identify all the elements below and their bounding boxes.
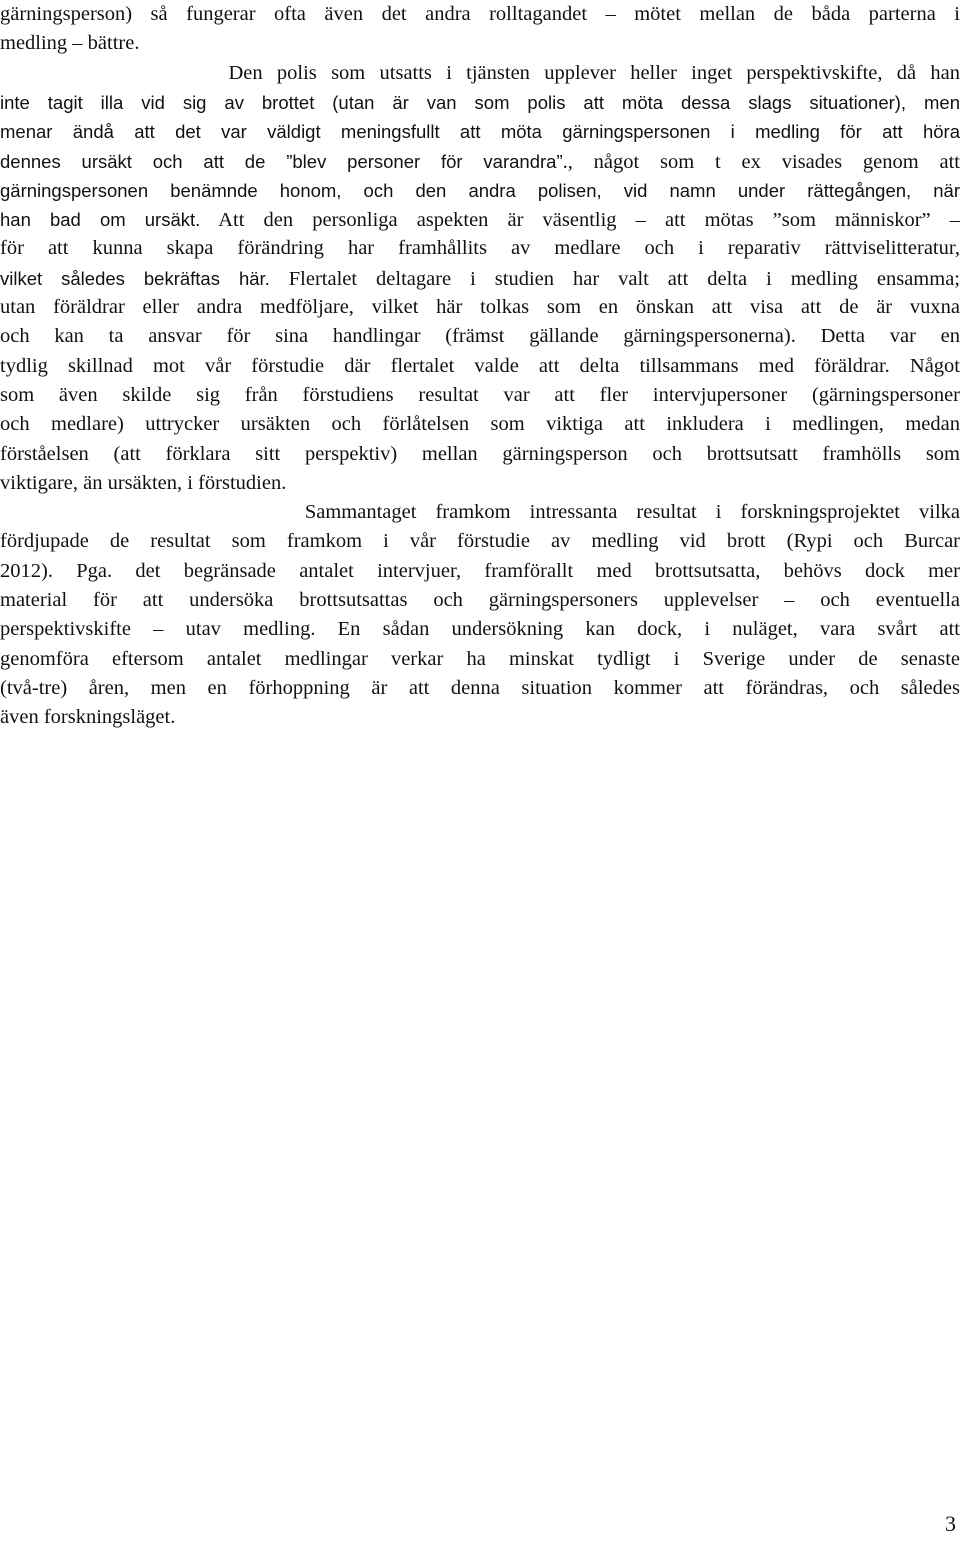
text-line <box>0 469 960 498</box>
text-line <box>0 0 960 29</box>
text-run: genomföra eftersom antalet medlingar verkar ha minskat tydligt i Sverige under de senaste <box>0 647 960 670</box>
text-run: viktigare, än ursäkten, i förstudien. <box>0 471 287 494</box>
text-line <box>0 674 960 703</box>
text-run: material för att undersöka brottsutsattas och gärningspersoners upplevelser – och eventuella <box>0 589 960 611</box>
text-run: inte tagit illa vid sig av brottet (utan är van som polis att möta dessa slags situationer), men <box>0 91 960 113</box>
text-run: fördjupade de resultat som framkom i vår förstudie av medling vid brott (Rypi och Burcar <box>0 530 960 553</box>
text-line <box>0 205 960 234</box>
text-run: gärningspersonen benämnde honom, och den andra polisen, vid namn under rättegången, när <box>0 179 960 201</box>
text-run: tydlig skillnad mot vår förstudie där flertalet valde att delta tillsammans med föräldrar. Något <box>0 354 960 377</box>
text-line <box>0 440 960 469</box>
text-line <box>0 88 960 117</box>
text-line <box>0 234 960 263</box>
text-line <box>0 410 960 439</box>
text-line <box>0 703 960 732</box>
text-run: Att den personliga aspekten är väsentlig – att mötas ”som människor” – <box>200 209 960 232</box>
text-run: även forskningsläget. <box>0 706 176 729</box>
text-run: perspektivskifte – utav medling. En sådan undersökning kan dock, i nuläget, vara svårt att <box>0 618 960 641</box>
text-run: menar ändå att det var väldigt meningsfullt att möta gärningspersonen i medling för att höra <box>0 121 960 143</box>
text-run: för att kunna skapa förändring har framhållits av medlare och i reparativ rättviselitteratur, <box>0 237 960 260</box>
page-number: 3 <box>945 1511 956 1536</box>
text-line <box>0 59 960 88</box>
text-run: 2012). Pga. det begränsade antalet intervjuer, framförallt med brottsutsatta, behövs dock mer <box>0 559 960 582</box>
text-line <box>0 322 960 351</box>
text-run: han bad om ursäkt. <box>0 209 201 231</box>
text-run: utan föräldrar eller andra medföljare, vilket här tolkas som en önskan att visa att de är vuxna <box>0 296 960 318</box>
text-line <box>0 147 960 176</box>
text-line <box>0 615 960 644</box>
text-run: och kan ta ansvar för sina handlingar (främst gällande gärningspersonerna). Detta var en <box>0 325 960 348</box>
text-line <box>0 498 960 527</box>
text-run: som även skilde sig från förstudiens resultat var att fler intervjupersoner (gärningspersoner <box>0 383 960 406</box>
text-run: medling – bättre. <box>0 32 140 55</box>
text-line <box>0 645 960 674</box>
text-run: (två-tre) åren, men en förhoppning är att denna situation kommer att förändras, och således <box>0 676 960 699</box>
text-run: gärningsperson) så fungerar ofta även det andra rolltagandet – mötet mellan de båda parterna i <box>0 3 960 25</box>
text-line <box>0 352 960 381</box>
text-run: förståelsen (att förklara sitt perspektiv) mellan gärningsperson och brottsutsatt framhölls som <box>0 442 960 465</box>
text-line <box>0 29 960 58</box>
text-run: och medlare) uttrycker ursäkten och förlåtelsen som viktiga att inkludera i medlingen, medan <box>0 413 960 436</box>
text-line <box>0 527 960 556</box>
text-run: Den polis som utsatts i tjänsten upplever heller inget perspektivskifte, då han <box>0 61 960 84</box>
text-line <box>0 264 960 293</box>
text-line <box>0 117 960 146</box>
text-run: Sammantaget framkom intressanta resultat i forskningsprojektet vilka <box>0 501 960 524</box>
text-run: vilket således bekräftas här. <box>0 267 270 289</box>
text-line <box>0 381 960 410</box>
text-line <box>0 293 960 322</box>
text-run: Flertalet deltagare i studien har valt att delta i medling ensamma; <box>269 267 960 290</box>
text-run: ., något som t ex visades genom att <box>562 150 960 173</box>
text-line <box>0 586 960 615</box>
text-line <box>0 176 960 205</box>
text-line <box>0 557 960 586</box>
text-run: dennes ursäkt och att de ”blev personer för varandra” <box>0 150 563 172</box>
